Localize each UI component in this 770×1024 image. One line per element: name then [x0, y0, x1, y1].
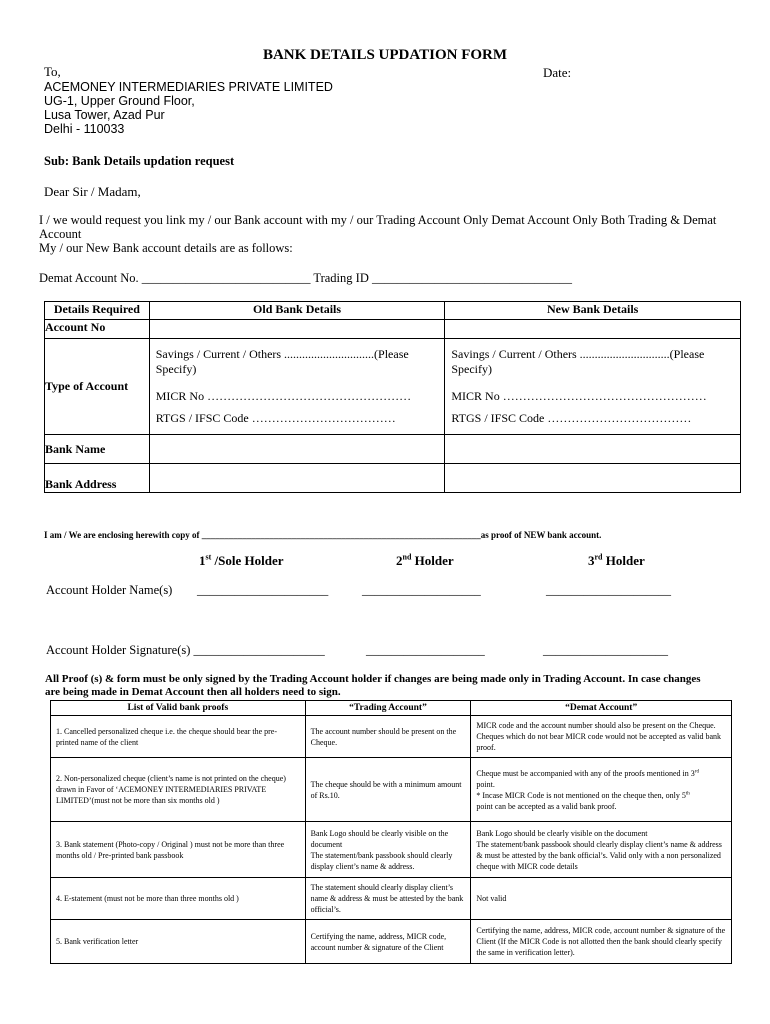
trading-cell: The statement should clearly display client’s name & address & must be attested by the bank official’s. [305, 878, 471, 920]
recipient-address [44, 80, 333, 136]
old-type-cell[interactable] [149, 339, 445, 435]
trading-cell: The account number should be present on the Cheque. [305, 716, 471, 758]
holder-heading-first [199, 553, 284, 569]
old-rtgs-ifsc-field: RTGS / IFSC Code ……………………………… [155, 411, 396, 425]
holder-third-number: 3 [588, 553, 595, 568]
header-trading-account: “Trading Account” [305, 701, 471, 716]
table-row [51, 716, 732, 758]
header-demat-account: “Demat Account” [471, 701, 732, 716]
demat-text: The statement/bank passbook should clearly display client’s name & address & must be attested by the bank official’s. Valid only with a non personalized cheque with MICR code details [476, 839, 722, 871]
subject-line: Sub: Bank Details updation request [44, 154, 235, 168]
row-label-type-of-account: Type of Account [45, 339, 150, 435]
table-row [51, 878, 732, 920]
header-details-required: Details Required [45, 302, 150, 320]
holder-name-field-second[interactable]: ___________________ [362, 583, 481, 597]
old-bank-name-cell[interactable] [149, 435, 445, 464]
holder-signature-field-second[interactable]: ___________________ [366, 643, 485, 657]
new-account-no-cell[interactable] [445, 320, 741, 339]
table-row [51, 758, 732, 822]
bank-details-table [44, 301, 741, 493]
trading-cell [305, 822, 471, 878]
table-row [51, 920, 732, 964]
proof-cell: 1. Cancelled personalized cheque i.e. the cheque should bear the pre-printed name of the client [51, 716, 306, 758]
holder-first-suffix: st [205, 552, 212, 562]
holder-first-number: 1 [199, 553, 206, 568]
holder-signature-field-third[interactable]: ____________________ [543, 643, 668, 657]
demat-cell [471, 758, 732, 822]
old-micr-field: MICR No …………………………………………… [155, 389, 412, 403]
new-type-cell[interactable] [445, 339, 741, 435]
demat-cell: Certifying the name, address, MICR code, account number & signature of the Client (If the MICR Code is not allotted then the bank should clearly specify the same in verification letter). [471, 920, 732, 964]
new-rtgs-ifsc-field: RTGS / IFSC Code ……………………………… [451, 411, 692, 425]
demat-sup: rd [694, 768, 699, 774]
row-label-bank-address: Bank Address [45, 464, 150, 493]
salutation: Dear Sir / Madam, [44, 184, 141, 199]
enclosing-proof-line: I am / We are enclosing herewith copy of ______________________________________________________________as proof of NEW bank account. [44, 530, 602, 540]
request-line: I / we would request you link my / our Bank account with my / our Trading Account Only Demat Account Only Both Trading & Demat [39, 213, 717, 227]
address-line: Delhi - 110033 [44, 122, 125, 136]
account-holder-signature-field-first[interactable]: Account Holder Signature(s) _____________________ [46, 643, 325, 657]
holder-second-suffix: nd [402, 552, 412, 562]
table-row-bank-address [45, 464, 741, 493]
holder-third-suffix: rd [594, 552, 603, 562]
demat-text: * Incase MICR Code is not mentioned on the cheque then, only 5 [476, 790, 686, 800]
demat-text: Bank Logo should be clearly visible on the document [476, 828, 648, 838]
proof-cell: 3. Bank statement (Photo-copy / Original ) must not be more than three months old / Pre-printed bank passbook [51, 822, 306, 878]
holder-heading-second [396, 553, 454, 569]
holder-name-field-first[interactable]: _____________________ [197, 583, 329, 597]
address-line: ACEMONEY INTERMEDIARIES PRIVATE LIMITED [44, 80, 333, 94]
old-bank-address-cell[interactable] [149, 464, 445, 493]
row-label-account-no: Account No [45, 320, 150, 339]
new-bank-address-cell[interactable] [445, 464, 741, 493]
header-valid-proofs: List of Valid bank proofs [51, 701, 306, 716]
to-label: To, [44, 64, 61, 79]
demat-text: point. [476, 779, 495, 789]
holder-first-label: /Sole Holder [211, 553, 284, 568]
holder-second-number: 2 [396, 553, 403, 568]
request-paragraph [39, 213, 716, 255]
header-new-bank-details: New Bank Details [445, 302, 741, 320]
trading-text: The statement/bank passbook should clearly display client’s name & address. [310, 850, 453, 871]
valid-bank-proofs-table [50, 700, 732, 964]
trading-cell: The cheque should be with a minimum amount of Rs.10. [305, 758, 471, 822]
account-holder-names-label: Account Holder Name(s) [46, 583, 173, 597]
old-account-type-options: Savings / Current / Others ..............................(Please Specify) [155, 347, 409, 376]
new-bank-name-cell[interactable] [445, 435, 741, 464]
trading-cell: Certifying the name, address, MICR code, account number & signature of the Client [305, 920, 471, 964]
demat-cell: Not valid [471, 878, 732, 920]
table-row-type-of-account [45, 339, 741, 435]
request-line: My / our New Bank account details are as follows: [39, 241, 293, 255]
holder-heading-third [588, 553, 645, 569]
form-title: BANK DETAILS UPDATION FORM [262, 47, 508, 63]
trading-text: Bank Logo should be clearly visible on the document [310, 828, 449, 849]
demat-text: point can be accepted as a valid bank proof. [476, 801, 617, 811]
row-label-bank-name: Bank Name [45, 435, 150, 464]
demat-cell: MICR code and the account number should also be present on the Cheque. Cheques which do not bear MICR code would not be accepted as valid bank proof. [471, 716, 732, 758]
old-account-no-cell[interactable] [149, 320, 445, 339]
signing-note [45, 673, 701, 699]
demat-sup: th [685, 790, 690, 796]
request-line: Account [39, 227, 82, 241]
proof-cell: 4. E-statement (must not be more than three months old ) [51, 878, 306, 920]
table-header-row [45, 302, 741, 320]
table-row [51, 822, 732, 878]
proofs-header-row [51, 701, 732, 716]
demat-trading-id-line: Demat Account No. ___________________________ Trading ID ________________________________ [39, 271, 572, 285]
demat-cell [471, 822, 732, 878]
date-label: Date: [543, 65, 572, 80]
table-row-bank-name [45, 435, 741, 464]
new-micr-field: MICR No …………………………………………… [451, 389, 707, 403]
address-line: UG-1, Upper Ground Floor, [44, 94, 195, 108]
proof-cell: 5. Bank verification letter [51, 920, 306, 964]
holder-name-field-third[interactable]: ____________________ [546, 583, 671, 597]
table-row-account-no [45, 320, 741, 339]
header-old-bank-details: Old Bank Details [149, 302, 445, 320]
proof-cell: 2. Non-personalized cheque (client’s name is not printed on the cheque) drawn in Favor of ‘ACEMONEY INTERMEDIARIES PRIVATE LIMITED’(must not be more than six months old ) [51, 758, 306, 822]
holder-second-label: Holder [411, 553, 454, 568]
signing-note-line: are being made in Demat Account then all holders need to sign. [45, 686, 341, 698]
signing-note-line: All Proof (s) & form must be only signed by the Trading Account holder if changes are being made only in Trading Account. In case changes [45, 673, 701, 685]
holder-third-label: Holder [602, 553, 645, 568]
demat-text: Cheque must be accompanied with any of the proofs mentioned in 3 [476, 768, 695, 778]
address-line: Lusa Tower, Azad Pur [44, 108, 165, 122]
new-account-type-options: Savings / Current / Others ..............................(Please Specify) [451, 347, 705, 376]
